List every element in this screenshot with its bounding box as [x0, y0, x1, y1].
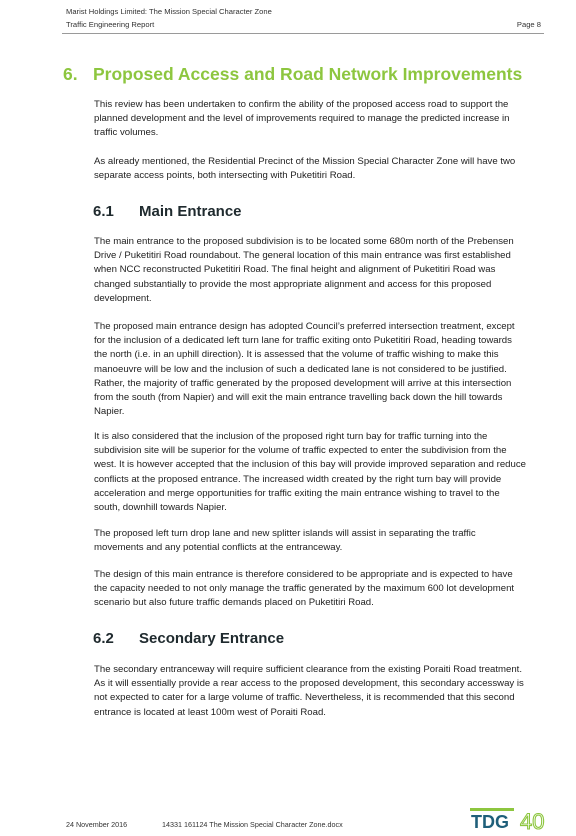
section-6-1-paragraph-1: The main entrance to the proposed subdivision is to be located some 680m north of the Prebensen Drive / Puketitiri Road roundabout. The general location of this main entrance was first established when NCC reconstructed Puketitiri Road. The final height and alignment of Puketitiri Road was changed substantially to provide the most appropriate alignment and access for this proposed development. — [94, 236, 514, 304]
logo-tdg-text: TDG — [471, 812, 509, 832]
section-6-1-paragraph-3: It is also considered that the inclusion of the proposed right turn bay for traffic turning into the subdivision site will be superior for the volume of traffic expected to enter the subdivision from the west. It is however accepted that the inclusion of this bay will provide improved separation and reduce conflicts at the proposed entrance. The increased width created by the right turn bay will provide acceleration and merge opportunities for traffic exiting the main entrance wishing to travel to the south, downhill towards Napier. — [94, 431, 526, 514]
section-6-2-heading — [93, 630, 284, 647]
section-6-2-number: 6.2 — [93, 630, 114, 647]
section-6-title: Proposed Access and Road Network Improvements — [93, 64, 523, 84]
header-client-title: Marist Holdings Limited: The Mission Special Character Zone — [66, 7, 272, 16]
tdg-40-logo — [470, 806, 552, 832]
footer-filename: 14331 161124 The Mission Special Character Zone.docx — [162, 820, 343, 829]
section-6-heading — [63, 64, 522, 85]
section-6-2-title: Secondary Entrance — [139, 630, 285, 647]
section-6-1-heading — [93, 203, 242, 220]
section-6-2-paragraph-1: The secondary entranceway will require sufficient clearance from the existing Poraiti Road treatment. As it will essentially provide a rear access to the proposed development, this secondary accessway is not expected to cater for a large volume of traffic. Nevertheless, it is recommended that this second entrance is located at least 100m west of Poraiti Road. — [94, 664, 524, 718]
section-6-1-paragraph-2: The proposed main entrance design has adopted Council’s preferred intersection treatment, except for the inclusion of a dedicated left turn lane for traffic exiting onto Puketitiri Road, heading towards the north (i.e. in an uphill direction). It is assessed that the volume of traffic wishing to make this manoeuvre will be low and the inclusion of such a dedicated lane is not considered to be justified. Rather, the majority of traffic generated by the proposed development will arrive at this intersection from the south (from Napier) and will exit the main entrance travelling back down the hill towards Napier. — [94, 321, 515, 418]
header-divider — [62, 33, 544, 34]
section-6-1-paragraph-4: The proposed left turn drop lane and new splitter islands will assist in separating the traffic movements and any potential conflicts at the entranceway. — [94, 528, 476, 554]
header-report-title: Traffic Engineering Report — [66, 20, 155, 29]
section-6-paragraph-2: As already mentioned, the Residential Precinct of the Mission Special Character Zone will have two separate access points, both intersecting with Puketitiri Road. — [94, 156, 516, 182]
section-6-1-number: 6.1 — [93, 203, 114, 220]
header-page-number: Page 8 — [516, 20, 541, 29]
footer-date: 24 November 2016 — [66, 820, 128, 829]
logo-40-text: 40 — [520, 809, 545, 832]
section-6-paragraph-1: This review has been undertaken to confirm the ability of the proposed access road to support the planned development and the level of improvements required to manage the predicted increase in traffic volumes. — [94, 99, 510, 139]
section-6-number: 6. — [63, 64, 78, 84]
section-6-1-paragraph-5: The design of this main entrance is therefore considered to be appropriate and is expected to have the capacity needed to not only manage the traffic generated by the maximum 600 lot development scenario but also future traffic demands placed on Puketitiri Road. — [94, 569, 515, 609]
section-6-1-title: Main Entrance — [139, 203, 242, 220]
